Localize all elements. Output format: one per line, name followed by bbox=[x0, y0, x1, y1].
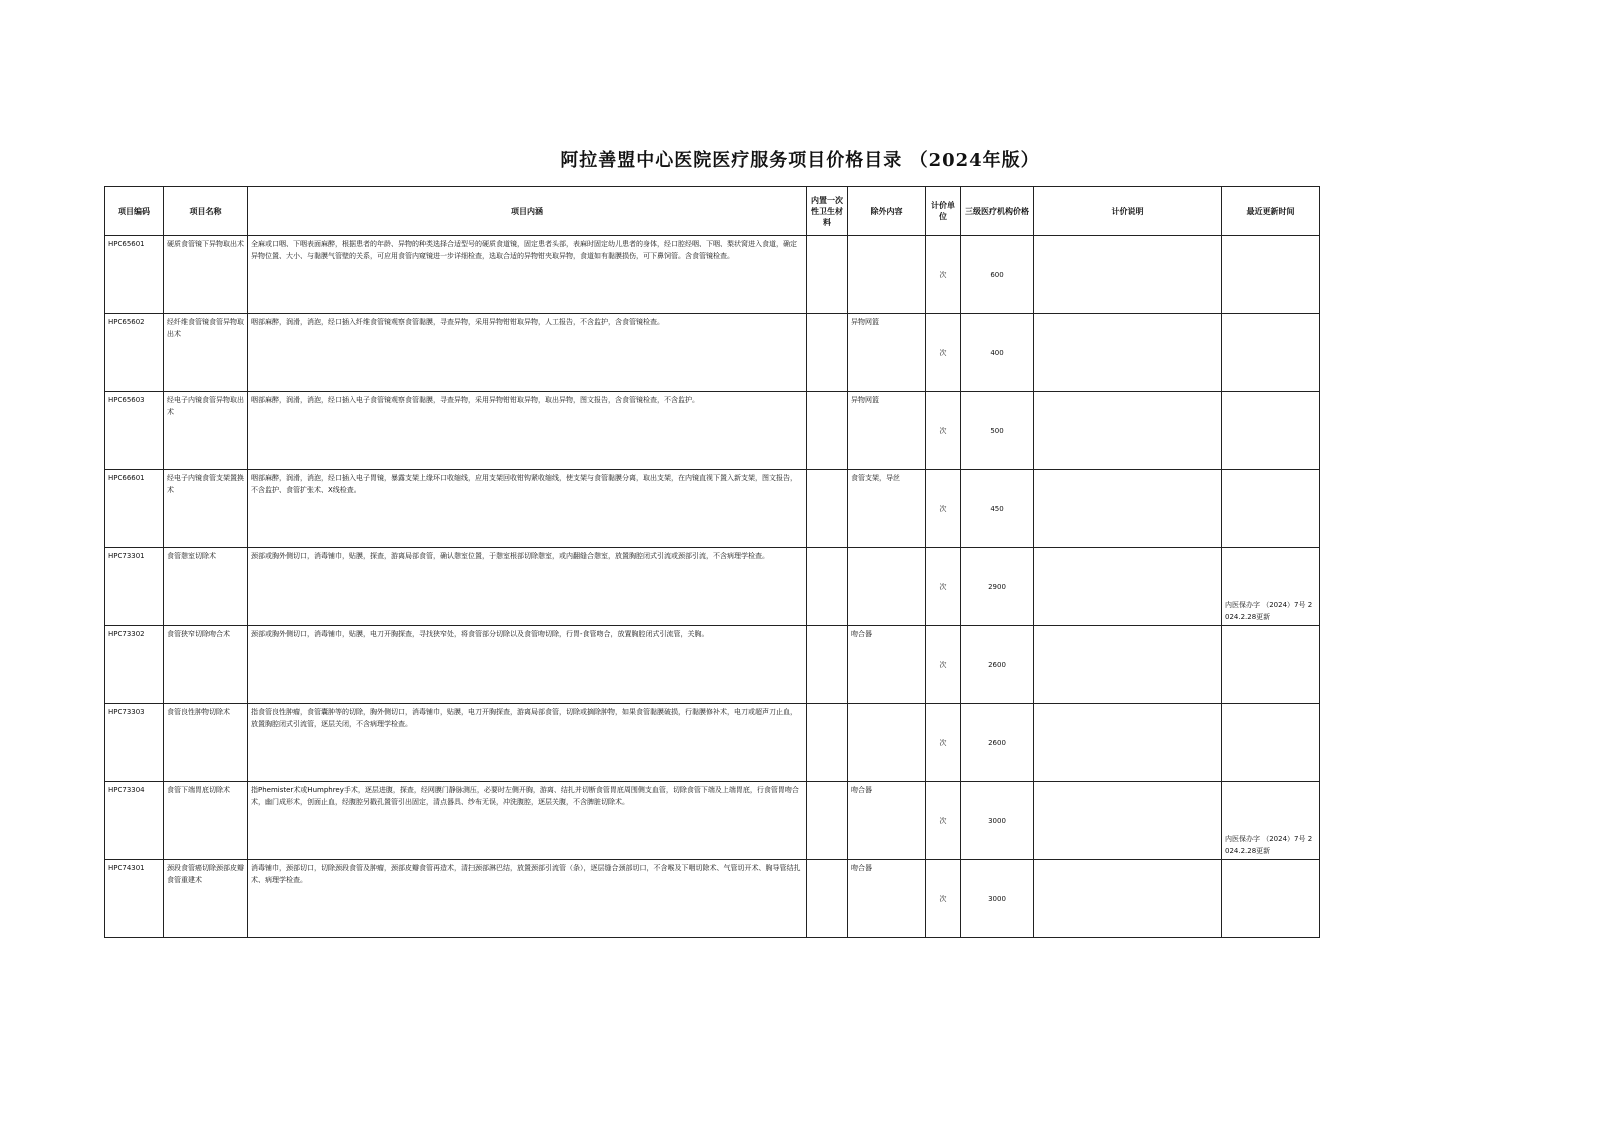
cell-explain bbox=[1034, 314, 1222, 392]
cell-material bbox=[807, 236, 848, 314]
col-header-updated: 最近更新时间 bbox=[1222, 187, 1320, 236]
cell-explain bbox=[1034, 782, 1222, 860]
cell-updated bbox=[1222, 314, 1320, 392]
cell-name: 硬质食管镜下异物取出术 bbox=[164, 236, 248, 314]
cell-explain bbox=[1034, 548, 1222, 626]
cell-content: 咽部麻醉，润滑，消泡，经口插入电子胃镜，暴露支架上缘环口收缩线，应用支架回收钳钩紧收缩线，使支架与食管黏膜分离，取出支架，在内镜直视下置入新支架，图文报告，不含监护、食管扩张术、X线检查。 bbox=[248, 470, 807, 548]
cell-material bbox=[807, 860, 848, 938]
cell-price: 2600 bbox=[961, 704, 1034, 782]
cell-content: 咽部麻醉，润滑，消泡，经口插入纤维食管镜观察食管黏膜，寻查异物，采用异物钳钳取异物，人工报告，不含监护，含食管镜检查。 bbox=[248, 314, 807, 392]
cell-explain bbox=[1034, 704, 1222, 782]
cell-name: 食管下端胃底切除术 bbox=[164, 782, 248, 860]
cell-price: 2600 bbox=[961, 626, 1034, 704]
cell-material bbox=[807, 704, 848, 782]
cell-material bbox=[807, 470, 848, 548]
col-header-explain: 计价说明 bbox=[1034, 187, 1222, 236]
cell-explain bbox=[1034, 392, 1222, 470]
cell-material bbox=[807, 626, 848, 704]
col-header-content: 项目内涵 bbox=[248, 187, 807, 236]
cell-unit: 次 bbox=[926, 314, 961, 392]
cell-exclude: 吻合器 bbox=[848, 782, 926, 860]
cell-updated bbox=[1222, 236, 1320, 314]
cell-exclude bbox=[848, 704, 926, 782]
table-row bbox=[105, 626, 1320, 704]
cell-explain bbox=[1034, 236, 1222, 314]
cell-name: 食管狭窄切除吻合术 bbox=[164, 626, 248, 704]
col-header-code: 项目编码 bbox=[105, 187, 164, 236]
cell-updated bbox=[1222, 392, 1320, 470]
cell-content: 指食管良性肿瘤，食管囊肿等的切除，胸外侧切口，消毒铺巾，贴膜，电刀开胸探查，游离局部食管，切除或摘除肿物，如果食管黏膜破损，行黏膜修补术，电刀或超声刀止血，放置胸腔闭式引流管，逐层关闭，不含病理学检查。 bbox=[248, 704, 807, 782]
cell-name: 经电子内镜食管支架置换术 bbox=[164, 470, 248, 548]
cell-updated bbox=[1222, 704, 1320, 782]
price-table bbox=[104, 186, 1320, 938]
cell-code: HPC73303 bbox=[105, 704, 164, 782]
cell-code: HPC73302 bbox=[105, 626, 164, 704]
cell-code: HPC65602 bbox=[105, 314, 164, 392]
cell-material bbox=[807, 392, 848, 470]
cell-unit: 次 bbox=[926, 236, 961, 314]
cell-explain bbox=[1034, 626, 1222, 704]
cell-explain bbox=[1034, 860, 1222, 938]
table-row bbox=[105, 782, 1320, 860]
cell-code: HPC66601 bbox=[105, 470, 164, 548]
cell-content: 全麻或口咽、下咽表面麻醉，根据患者的年龄、异物的种类选择合适型号的硬质食道镜，固定患者头部，表麻时固定幼儿患者的身体，经口腔经咽、下咽、梨状窝进入食道，确定异物位置、大小、与黏膜气管壁的关系，可应用食管内窥镜进一步详细检查，选取合适的异物钳夹取异物，食道如有黏膜损伤，可下鼻饲管。含食管镜检查。 bbox=[248, 236, 807, 314]
cell-content: 指Phemister术或Humphrey手术，逐层进腹，探查，经网膜门静脉测压，必要时左侧开胸，游离、结扎并切断食管胃底周围侧支血管，切除食管下端及上端胃底，行食管胃吻合术，幽门成形术，创面止血，经腹腔另戳孔置管引出固定，清点器具、纱布无误，冲洗腹腔，逐层关腹，不含脾脏切除术。 bbox=[248, 782, 807, 860]
cell-explain bbox=[1034, 470, 1222, 548]
table-header-row bbox=[105, 187, 1320, 236]
col-header-unit: 计价单位 bbox=[926, 187, 961, 236]
table-row bbox=[105, 470, 1320, 548]
cell-price: 600 bbox=[961, 236, 1034, 314]
cell-name: 经纤维食管镜食管异物取出术 bbox=[164, 314, 248, 392]
cell-content: 颈部或胸外侧切口，消毒铺巾，贴膜，电刀开胸探查，寻找狭窄处，将食管部分切除以及食管吻切除，行胃-食管吻合，放置胸腔闭式引流管，关胸。 bbox=[248, 626, 807, 704]
table-row bbox=[105, 860, 1320, 938]
cell-price: 450 bbox=[961, 470, 1034, 548]
col-header-material: 内置一次性卫生材料 bbox=[807, 187, 848, 236]
page-title: 阿拉善盟中心医院医疗服务项目价格目录 （2024年版） bbox=[560, 150, 1040, 171]
col-header-exclude: 除外内容 bbox=[848, 187, 926, 236]
cell-name: 食管良性肿物切除术 bbox=[164, 704, 248, 782]
cell-content: 咽部麻醉，润滑，消泡，经口插入电子食管镜观察食管黏膜，寻查异物，采用异物钳钳取异物，取出异物，图文报告，含食管镜检查，不含监护。 bbox=[248, 392, 807, 470]
cell-material bbox=[807, 782, 848, 860]
cell-unit: 次 bbox=[926, 782, 961, 860]
cell-updated bbox=[1222, 470, 1320, 548]
cell-price: 400 bbox=[961, 314, 1034, 392]
cell-exclude bbox=[848, 236, 926, 314]
cell-unit: 次 bbox=[926, 392, 961, 470]
cell-price: 3000 bbox=[961, 860, 1034, 938]
cell-updated: 内医保办字 （2024）7号 2024.2.28更新 bbox=[1222, 548, 1320, 626]
cell-exclude bbox=[848, 548, 926, 626]
cell-updated: 内医保办字 （2024）7号 2024.2.28更新 bbox=[1222, 782, 1320, 860]
cell-unit: 次 bbox=[926, 860, 961, 938]
cell-name: 经电子内镜食管异物取出术 bbox=[164, 392, 248, 470]
col-header-name: 项目名称 bbox=[164, 187, 248, 236]
cell-material bbox=[807, 314, 848, 392]
cell-exclude: 异物网篮 bbox=[848, 392, 926, 470]
table-row bbox=[105, 392, 1320, 470]
cell-code: HPC73304 bbox=[105, 782, 164, 860]
cell-code: HPC65603 bbox=[105, 392, 164, 470]
cell-content: 颈部或胸外侧切口，消毒铺巾，贴膜，探查，游离局部食管，确认憩室位置，于憩室根部切除憩室，或内翻缝合憩室，放置胸腔闭式引流或颈部引流，不含病理学检查。 bbox=[248, 548, 807, 626]
cell-price: 3000 bbox=[961, 782, 1034, 860]
cell-exclude: 异物网篮 bbox=[848, 314, 926, 392]
cell-name: 颈段食管癌切除颈部皮瓣食管重建术 bbox=[164, 860, 248, 938]
cell-content: 消毒铺巾，颈部切口，切除颈段食管及肿瘤，颈部皮瓣食管再造术，清扫颈部淋巴结，放置颈部引流管（条），逐层缝合颈部切口，不含喉及下咽切除术、气管切开术、胸导管结扎术、病理学检查。 bbox=[248, 860, 807, 938]
cell-material bbox=[807, 548, 848, 626]
table-row bbox=[105, 704, 1320, 782]
cell-name: 食管憩室切除术 bbox=[164, 548, 248, 626]
table-row bbox=[105, 314, 1320, 392]
cell-exclude: 吻合器 bbox=[848, 626, 926, 704]
cell-updated bbox=[1222, 626, 1320, 704]
cell-exclude: 吻合器 bbox=[848, 860, 926, 938]
cell-price: 500 bbox=[961, 392, 1034, 470]
cell-updated bbox=[1222, 860, 1320, 938]
cell-unit: 次 bbox=[926, 470, 961, 548]
table-row bbox=[105, 236, 1320, 314]
cell-code: HPC73301 bbox=[105, 548, 164, 626]
col-header-price: 三级医疗机构价格 bbox=[961, 187, 1034, 236]
cell-price: 2900 bbox=[961, 548, 1034, 626]
cell-unit: 次 bbox=[926, 548, 961, 626]
cell-unit: 次 bbox=[926, 626, 961, 704]
cell-code: HPC65601 bbox=[105, 236, 164, 314]
cell-unit: 次 bbox=[926, 704, 961, 782]
cell-code: HPC74301 bbox=[105, 860, 164, 938]
cell-exclude: 食管支架，导丝 bbox=[848, 470, 926, 548]
table-row bbox=[105, 548, 1320, 626]
